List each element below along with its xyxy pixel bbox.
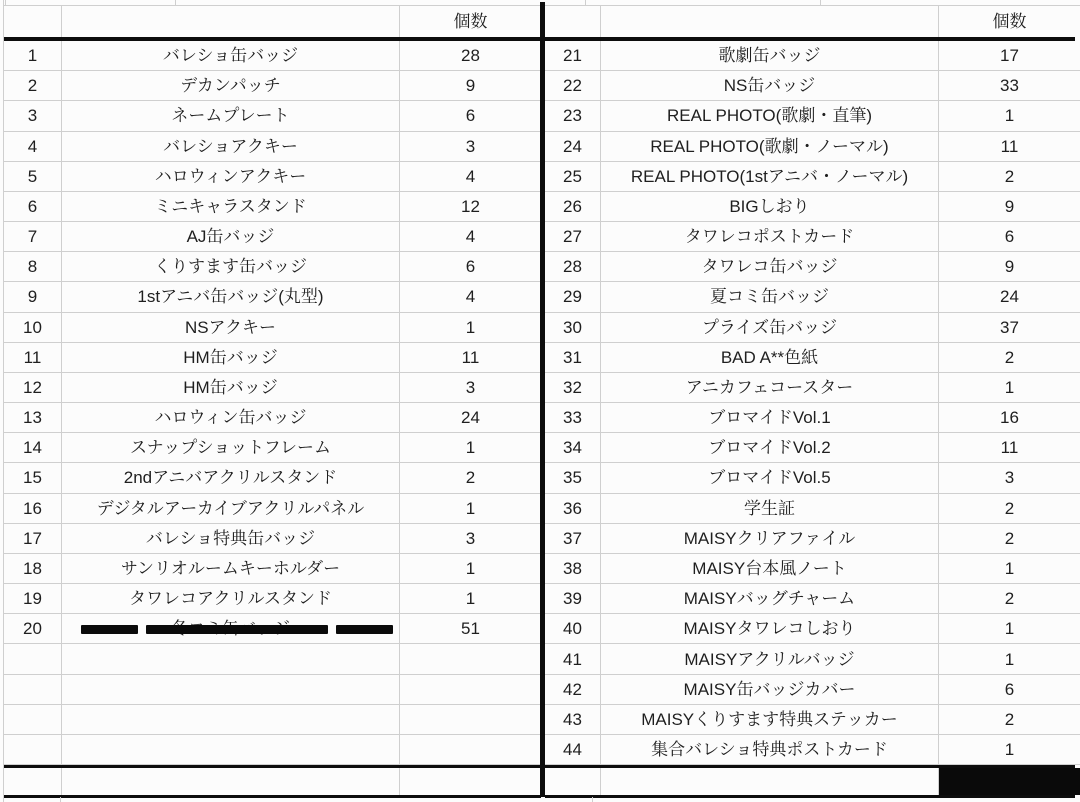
item-name-cell[interactable]: MAISY缶バッジカバー (601, 675, 939, 704)
quantity-cell[interactable]: 33 (1000, 76, 1019, 96)
table-row (4, 403, 541, 433)
row-number-cell[interactable]: 34 (545, 433, 601, 462)
table-row (4, 313, 541, 343)
quantity-cell[interactable]: 1 (465, 438, 476, 458)
row-number-cell[interactable]: 9 (4, 282, 62, 311)
table-row (545, 192, 1080, 222)
table-row (545, 403, 1080, 433)
item-name-cell[interactable]: デカンパッチ (62, 71, 400, 100)
item-name-cell[interactable]: ブロマイドVol.5 (601, 463, 939, 492)
row-number-cell[interactable]: 35 (545, 463, 601, 492)
row-number-cell[interactable] (545, 768, 601, 795)
cropped-row-sliver-bottom (545, 798, 1080, 802)
table-row (4, 71, 541, 101)
table-row (4, 282, 541, 312)
grid-tick (60, 797, 61, 802)
item-name-cell[interactable] (62, 705, 400, 734)
item-name-cell[interactable]: アニカフェコースター (601, 373, 939, 402)
row-number-cell[interactable]: 43 (545, 705, 601, 734)
quantity-cell[interactable] (400, 705, 541, 734)
item-name-cell[interactable]: くりすます缶バッジ (62, 252, 400, 281)
item-name-cell[interactable] (62, 768, 400, 795)
row-number-cell[interactable]: 38 (545, 554, 601, 583)
item-name-cell[interactable]: タワレコ缶バッジ (601, 252, 939, 281)
row-number-cell[interactable]: 39 (545, 584, 601, 613)
table-row (545, 433, 1080, 463)
table-row (4, 162, 541, 192)
quantity-cell[interactable]: 1 (1004, 106, 1015, 126)
table-row (545, 614, 1080, 644)
item-name-cell[interactable] (62, 644, 400, 673)
item-name-cell[interactable]: MAISYバッグチャーム (601, 584, 939, 613)
item-name-cell[interactable]: HM缶バッジ (62, 343, 400, 372)
row-number-cell[interactable]: 8 (4, 252, 62, 281)
grid-tick (585, 0, 586, 5)
quantity-cell[interactable]: 4 (465, 227, 476, 247)
item-name-cell[interactable]: バレショ特典缶バッジ (62, 524, 400, 553)
quantity-cell[interactable]: 1 (1004, 740, 1015, 760)
row-number-cell[interactable]: 5 (4, 162, 62, 191)
table-row (545, 343, 1080, 373)
row-number-cell[interactable]: 6 (4, 192, 62, 221)
item-name-cell[interactable]: AJ缶バッジ (62, 222, 400, 251)
quantity-cell[interactable]: 6 (465, 257, 476, 277)
row-number-cell[interactable]: 41 (545, 644, 601, 673)
item-name-cell[interactable]: 学生証 (601, 494, 939, 523)
quantity-cell[interactable]: 3 (1004, 468, 1015, 488)
row-number-cell[interactable]: 4 (4, 132, 62, 161)
quantity-cell[interactable]: 2 (1004, 528, 1015, 548)
item-name-cell[interactable]: 歌劇缶バッジ (601, 41, 939, 70)
item-name-cell[interactable]: ネームプレート (62, 101, 400, 130)
quantity-cell[interactable]: 6 (1004, 679, 1015, 699)
item-name-cell[interactable]: ブロマイドVol.2 (601, 433, 939, 462)
quantity-cell[interactable]: 9 (1004, 196, 1015, 216)
quantity-cell[interactable]: 37 (1000, 317, 1019, 337)
quantity-cell[interactable]: 9 (465, 76, 476, 96)
quantity-cell[interactable]: 3 (465, 377, 476, 397)
table-row (545, 162, 1080, 192)
table-row (545, 373, 1080, 403)
grid-tick (592, 797, 593, 802)
table-row (545, 313, 1080, 343)
quantity-header-label: 個数 (453, 12, 488, 31)
item-name-cell[interactable]: デジタルアーカイブアクリルパネル (62, 494, 400, 523)
quantity-cell[interactable]: 2 (1004, 166, 1015, 186)
row-number-cell[interactable]: 14 (4, 433, 62, 462)
item-name-cell[interactable]: REAL PHOTO(1stアニバ・ノーマル) (601, 162, 939, 191)
quantity-cell[interactable]: 51 (461, 619, 480, 639)
row-number-cell[interactable]: 29 (545, 282, 601, 311)
row-number-cell[interactable]: 12 (4, 373, 62, 402)
item-name-cell[interactable]: 1stアニバ缶バッジ(丸型) (62, 282, 400, 311)
table-row (545, 494, 1080, 524)
row-number-cell[interactable]: 13 (4, 403, 62, 432)
row-number-cell[interactable]: 36 (545, 494, 601, 523)
row-number-cell[interactable]: 23 (545, 101, 601, 130)
table-row (4, 343, 541, 373)
grid-tick (175, 0, 176, 5)
quantity-cell[interactable]: 1 (1004, 649, 1015, 669)
quantity-header-cell[interactable] (939, 6, 1080, 37)
row-number-cell[interactable]: 19 (4, 584, 62, 613)
row-number-cell[interactable]: 7 (4, 222, 62, 251)
quantity-cell[interactable]: 1 (1004, 619, 1015, 639)
table-row (545, 252, 1080, 282)
row-number-cell[interactable]: 17 (4, 524, 62, 553)
left-header-row (4, 5, 541, 37)
item-name-cell[interactable]: MAISYアクリルバッジ (601, 644, 939, 673)
quantity-cell[interactable]: 1 (465, 317, 476, 337)
row-number-cell[interactable]: 3 (4, 101, 62, 130)
quantity-cell[interactable]: 11 (1000, 136, 1019, 156)
header-blank-cell[interactable] (545, 6, 601, 37)
quantity-cell[interactable]: 11 (461, 347, 480, 367)
table-row (4, 463, 541, 493)
grid-tick (5, 0, 6, 5)
row-number-cell[interactable]: 25 (545, 162, 601, 191)
row-number-cell[interactable]: 18 (4, 554, 62, 583)
quantity-cell[interactable]: 6 (1004, 227, 1015, 247)
table-row (4, 433, 541, 463)
table-row (4, 644, 541, 674)
table-row (545, 41, 1080, 71)
table-row (4, 494, 541, 524)
table-row (545, 524, 1080, 554)
quantity-cell[interactable]: 2 (465, 468, 476, 488)
item-name-cell[interactable] (62, 735, 400, 764)
row-number-cell[interactable]: 20 (4, 614, 62, 643)
item-name-cell[interactable]: スナップショットフレーム (62, 433, 400, 462)
quantity-cell[interactable]: 2 (1004, 498, 1015, 518)
item-name-cell[interactable]: MAISYタワレコしおり (601, 614, 939, 643)
row-number-cell[interactable]: 32 (545, 373, 601, 402)
quantity-cell[interactable] (400, 735, 541, 764)
item-name-cell[interactable] (601, 768, 939, 795)
row-number-cell[interactable]: 1 (4, 41, 62, 70)
row-number-cell[interactable]: 31 (545, 343, 601, 372)
row-number-cell[interactable] (4, 705, 62, 734)
item-name-cell[interactable]: BIGしおり (601, 192, 939, 221)
row-number-cell[interactable]: 33 (545, 403, 601, 432)
header-blank-cell[interactable] (4, 6, 62, 37)
item-name-cell[interactable]: バレショ缶バッジ (62, 41, 400, 70)
row-number-cell[interactable]: 11 (4, 343, 62, 372)
row-number-cell[interactable]: 44 (545, 735, 601, 764)
table-row (545, 554, 1080, 584)
quantity-cell[interactable] (400, 675, 541, 704)
quantity-cell[interactable]: 12 (461, 196, 480, 216)
quantity-cell[interactable] (400, 644, 541, 673)
table-row (545, 705, 1080, 735)
row-number-cell[interactable]: 30 (545, 313, 601, 342)
quantity-cell redacted-total-cell[interactable] (939, 768, 1080, 795)
quantity-cell[interactable]: 17 (1000, 46, 1019, 66)
row-number-cell[interactable]: 2 (4, 71, 62, 100)
item-name-cell[interactable]: NS缶バッジ (601, 71, 939, 100)
table-row (4, 101, 541, 131)
right-table (545, 0, 1080, 802)
table-row (545, 675, 1080, 705)
right-total-row (545, 768, 1080, 795)
quantity-cell[interactable]: 24 (461, 408, 480, 428)
row-number-cell[interactable]: 42 (545, 675, 601, 704)
item-name-cell[interactable]: REAL PHOTO(歌劇・直筆) (601, 101, 939, 130)
row-number-cell[interactable]: 15 (4, 463, 62, 492)
quantity-cell[interactable]: 11 (1000, 438, 1019, 458)
row-number-cell[interactable]: 16 (4, 494, 62, 523)
table-row (4, 192, 541, 222)
item-name-cell[interactable]: 夏コミ缶バッジ (601, 282, 939, 311)
table-row (545, 101, 1080, 131)
left-table (3, 0, 541, 802)
right-table-body (545, 41, 1080, 765)
header-blank-cell[interactable] (62, 6, 400, 37)
redaction-bar (81, 625, 138, 634)
table-row (4, 675, 541, 705)
quantity-cell[interactable]: 24 (1000, 287, 1019, 307)
redaction-bar (146, 625, 328, 634)
redaction-bar (336, 625, 393, 634)
quantity-cell[interactable]: 9 (1004, 257, 1015, 277)
item-name-cell[interactable]: プライズ缶バッジ (601, 313, 939, 342)
quantity-cell[interactable]: 1 (1004, 377, 1015, 397)
item-name-cell[interactable]: ハロウィン缶バッジ (62, 403, 400, 432)
table-row (4, 41, 541, 71)
row-number-cell[interactable]: 24 (545, 132, 601, 161)
row-number-cell[interactable] (4, 644, 62, 673)
quantity-cell[interactable]: 4 (465, 166, 476, 186)
table-row (545, 463, 1080, 493)
table-row (4, 614, 541, 644)
quantity-cell[interactable]: 1 (465, 498, 476, 518)
row-number-cell[interactable] (4, 768, 62, 795)
item-name-cell[interactable]: MAISY台本風ノート (601, 554, 939, 583)
cropped-row-sliver-top (4, 0, 541, 5)
quantity-cell[interactable]: 2 (1004, 589, 1015, 609)
quantity-cell[interactable]: 3 (465, 528, 476, 548)
table-row (545, 644, 1080, 674)
table-row (4, 735, 541, 765)
grid-tick (820, 0, 821, 5)
right-header-row (545, 5, 1080, 37)
item-name-cell[interactable]: ミニキャラスタンド (62, 192, 400, 221)
item-name-cell[interactable]: タワレコアクリルスタンド (62, 584, 400, 613)
quantity-cell[interactable]: 1 (1004, 559, 1015, 578)
row-number-cell[interactable]: 26 (545, 192, 601, 221)
table-row (545, 584, 1080, 614)
quantity-cell[interactable]: 3 (465, 136, 476, 156)
item-name-cell[interactable]: MAISYくりすます特典ステッカー (601, 705, 939, 734)
item-name-cell[interactable]: ハロウィンアクキー (62, 162, 400, 191)
item-name-cell[interactable]: REAL PHOTO(歌劇・ノーマル) (601, 132, 939, 161)
row-number-cell[interactable]: 27 (545, 222, 601, 251)
table-row (4, 222, 541, 252)
item-name-cell[interactable]: サンリオルームキーホルダー (62, 554, 400, 583)
quantity-cell[interactable]: 2 (1004, 709, 1015, 729)
quantity-header-label: 個数 (992, 12, 1027, 31)
table-row (4, 584, 541, 614)
item-name-cell[interactable]: バレショアクキー (62, 132, 400, 161)
item-name-cell[interactable]: HM缶バッジ (62, 373, 400, 402)
table-row (4, 705, 541, 735)
item-name-cell[interactable]: 集合バレショ特典ポストカード (601, 735, 939, 764)
quantity-cell[interactable]: 1 (465, 559, 476, 578)
row-number-cell[interactable]: 40 (545, 614, 601, 643)
item-name-cell[interactable]: 2ndアニバアクリルスタンド (62, 463, 400, 492)
row-number-cell[interactable]: 28 (545, 252, 601, 281)
table-row (4, 524, 541, 554)
table-row (545, 222, 1080, 252)
left-total-row (4, 768, 541, 795)
table-row (545, 132, 1080, 162)
item-name-cell[interactable]: MAISYクリアファイル (601, 524, 939, 553)
item-name-cell[interactable]: ブロマイドVol.1 (601, 403, 939, 432)
row-number-cell[interactable] (4, 735, 62, 764)
item-name-cell[interactable]: タワレコポストカード (601, 222, 939, 251)
left-table-body (4, 41, 541, 765)
table-row (4, 373, 541, 403)
row-number-cell[interactable]: 21 (545, 41, 601, 70)
row-number-cell[interactable] (4, 675, 62, 704)
table-row (4, 132, 541, 162)
quantity-cell[interactable]: 6 (465, 106, 476, 126)
table-divider (540, 2, 545, 797)
item-name-cell[interactable]: BAD A**色紙 (601, 343, 939, 372)
table-row (545, 71, 1080, 101)
item-name-cell[interactable]: NSアクキー (62, 313, 400, 342)
quantity-header-cell[interactable] (400, 6, 541, 37)
table-row (4, 554, 541, 584)
cropped-row-sliver-top (545, 0, 1080, 5)
quantity-cell[interactable]: 28 (461, 46, 480, 66)
quantity-cell[interactable] (400, 768, 541, 795)
table-row (545, 735, 1080, 765)
quantity-cell[interactable]: 16 (1000, 408, 1019, 428)
cropped-row-sliver-bottom (4, 798, 541, 802)
quantity-cell[interactable]: 2 (1004, 347, 1015, 367)
item-name-cell[interactable] (62, 675, 400, 704)
quantity-cell[interactable]: 1 (465, 589, 476, 609)
row-number-cell[interactable]: 10 (4, 313, 62, 342)
table-row (4, 252, 541, 282)
row-number-cell[interactable]: 37 (545, 524, 601, 553)
row-number-cell[interactable]: 22 (545, 71, 601, 100)
table-row (545, 282, 1080, 312)
header-blank-cell[interactable] (601, 6, 939, 37)
quantity-cell[interactable]: 4 (465, 287, 476, 307)
